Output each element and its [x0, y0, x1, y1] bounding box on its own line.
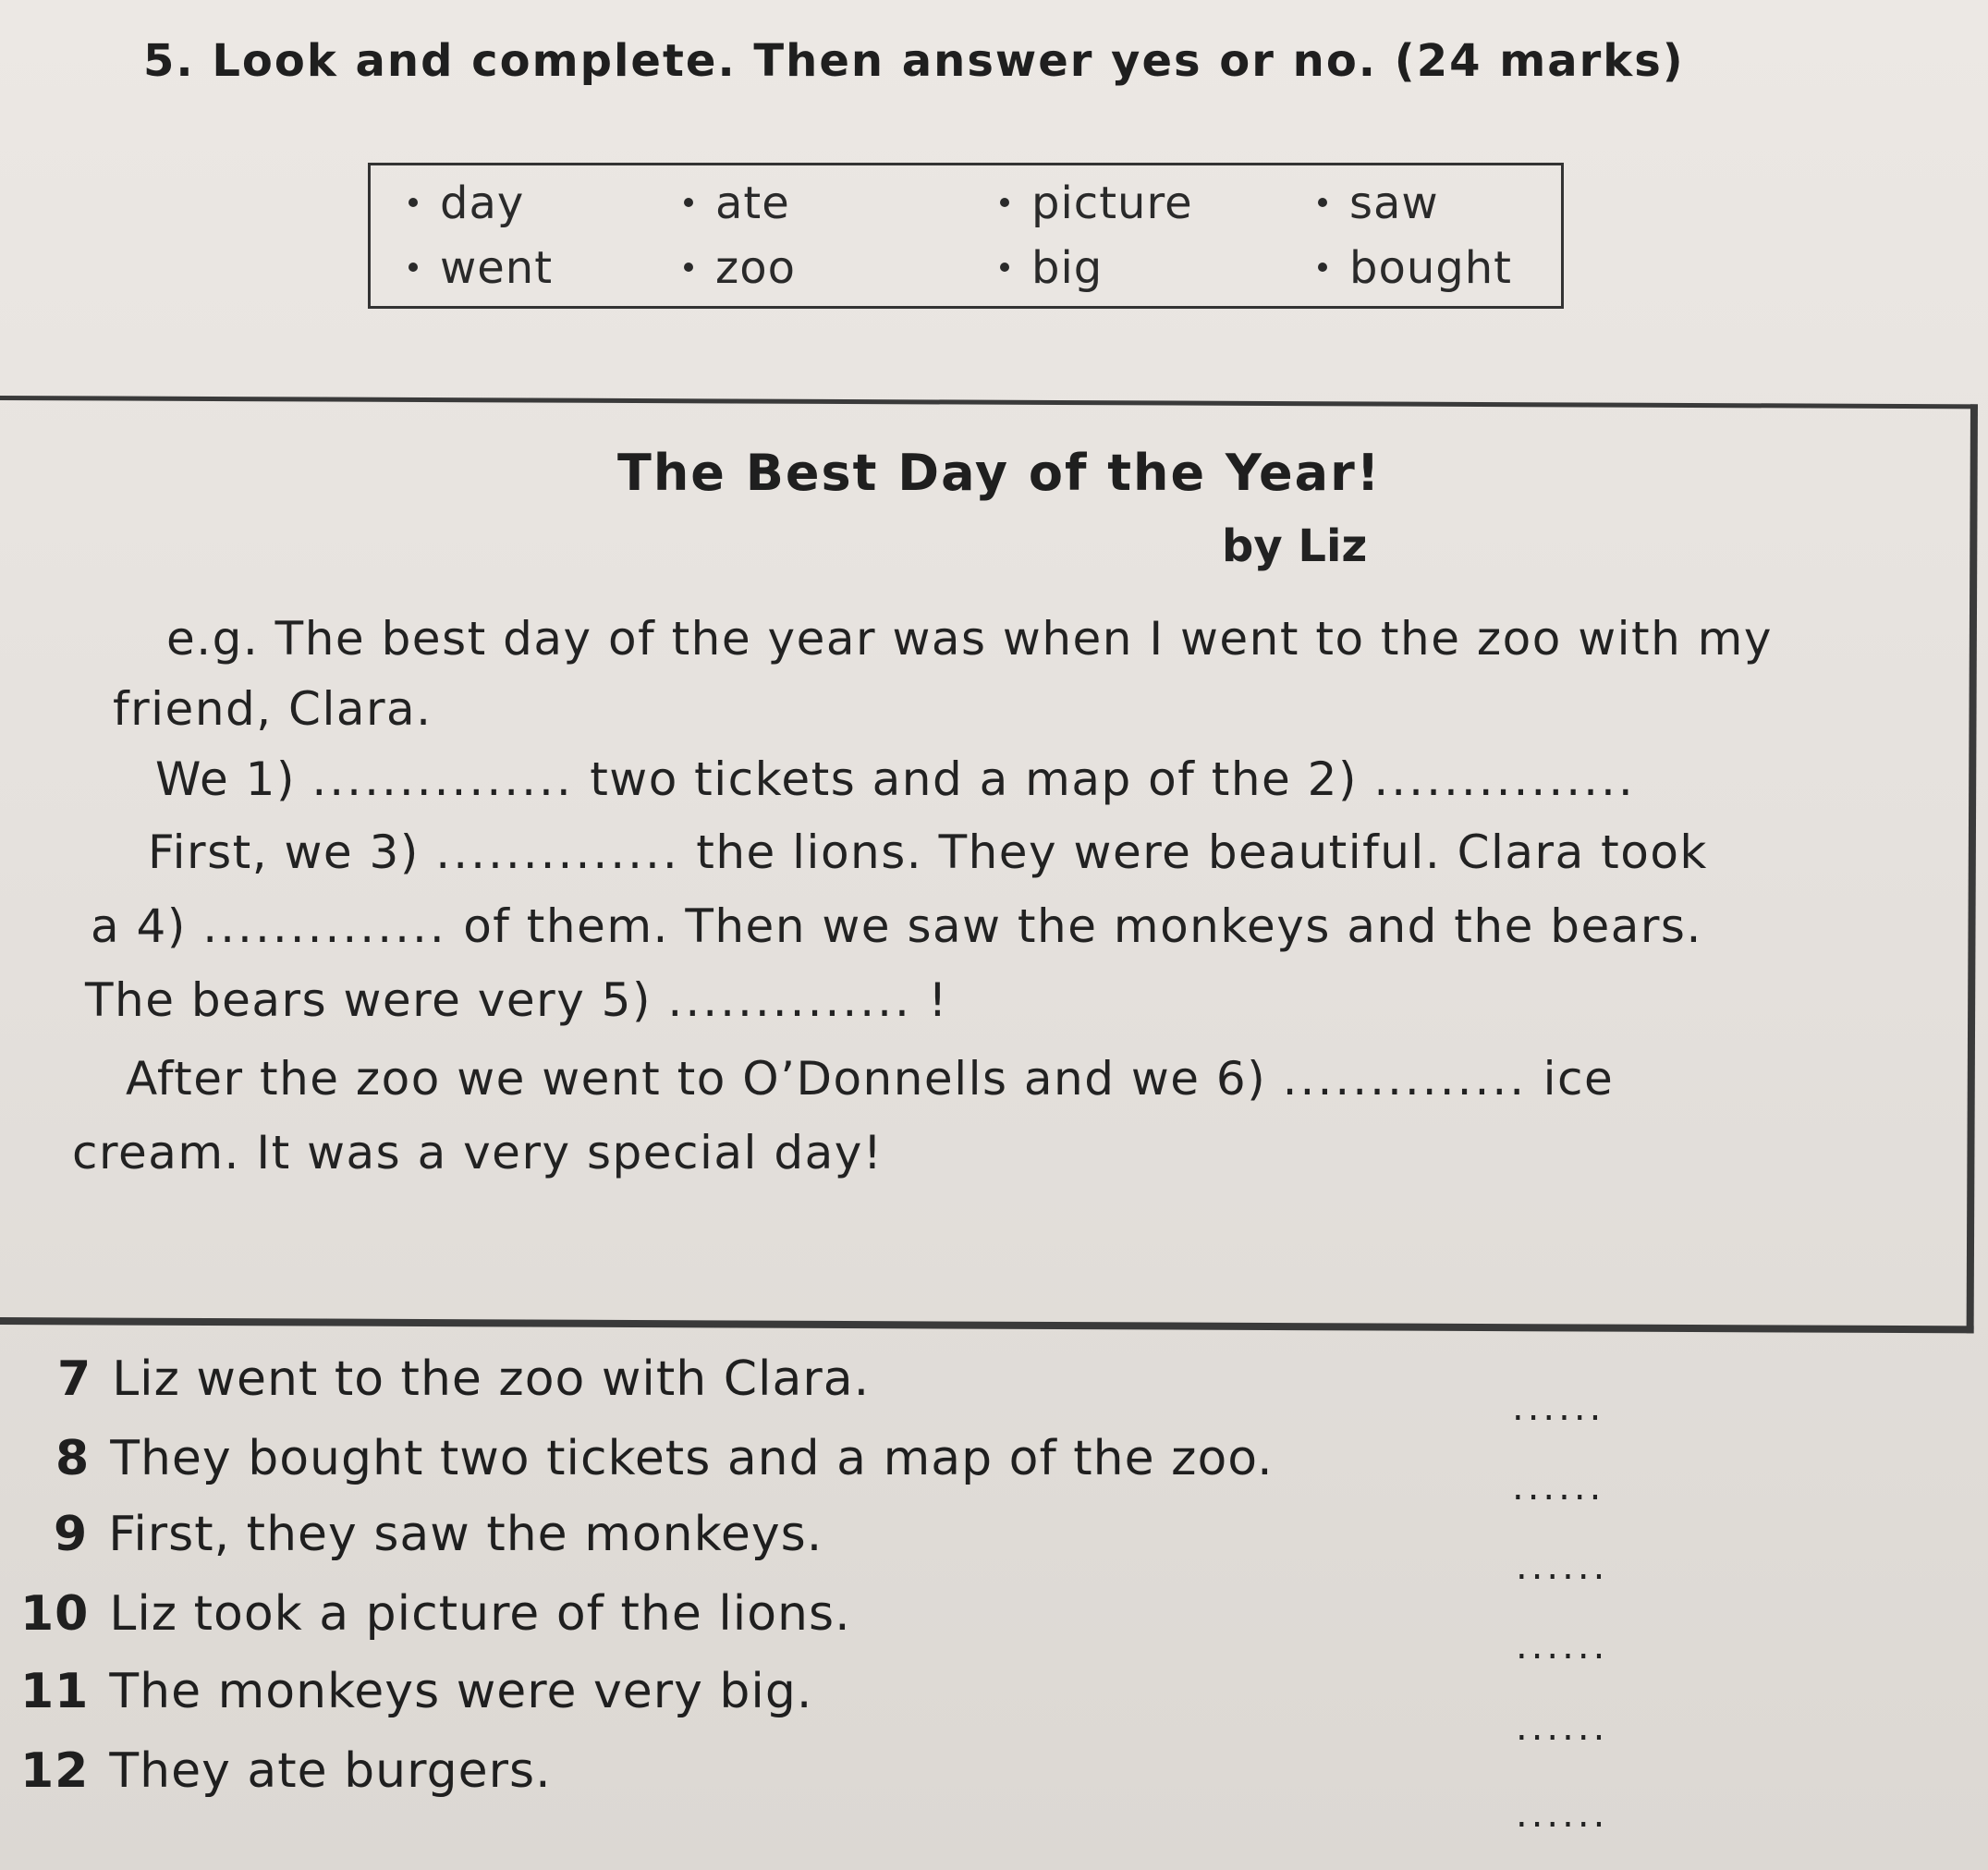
story-line: friend, Clara.: [113, 682, 433, 736]
bullet-icon: [409, 263, 418, 272]
answer-blank[interactable]: ......: [1516, 1793, 1609, 1836]
bullet-icon: [1000, 198, 1009, 207]
story-author: by Liz: [1222, 520, 1368, 572]
word-bank-item: saw: [1318, 177, 1439, 229]
bullet-icon: [1318, 198, 1327, 207]
story-line: After the zoo we went to O’Donnells and we 6) .............. ice: [126, 1052, 1615, 1106]
word-bank-item: day: [409, 177, 524, 229]
question-item: 8 They bought two tickets and a map of the zoo.: [55, 1431, 1274, 1486]
blank-1[interactable]: ...............: [311, 752, 574, 806]
story-line: The bears were very 5) .............. !: [85, 973, 948, 1027]
bullet-icon: [684, 263, 693, 272]
question-item: 11 The monkeys were very big.: [20, 1664, 813, 1719]
word-bank-item: went: [409, 242, 553, 294]
bullet-icon: [1318, 263, 1327, 272]
question-item: 7 Liz went to the zoo with Clara.: [57, 1351, 871, 1407]
story-title: The Best Day of the Year!: [617, 444, 1382, 502]
answer-blank[interactable]: ......: [1516, 1706, 1609, 1749]
question-item: 9 First, they saw the monkeys.: [54, 1507, 823, 1562]
bullet-icon: [409, 198, 418, 207]
story-line: We 1) ............... two tickets and a map of the 2) ...............: [155, 752, 1635, 806]
word-bank-item: ate: [684, 177, 790, 229]
story-line: a 4) .............. of them. Then we saw the monkeys and the bears.: [91, 899, 1702, 953]
word-bank-item: picture: [1000, 177, 1193, 229]
story-line: First, we 3) .............. the lions. They were beautiful. Clara took: [148, 825, 1708, 879]
question-item: 10 Liz took a picture of the lions.: [20, 1586, 851, 1642]
word-bank-item: big: [1000, 242, 1103, 294]
story-line: e.g. The best day of the year was when I went to the zoo with my: [166, 612, 1773, 666]
blank-5[interactable]: ..............: [667, 973, 912, 1027]
word-bank-item: bought: [1318, 242, 1512, 294]
answer-blank[interactable]: ......: [1512, 1466, 1605, 1509]
story-line: cream. It was a very special day!: [72, 1126, 884, 1179]
exercise-heading: 5. Look and complete. Then answer yes or no. (24 marks): [143, 35, 1685, 87]
blank-4[interactable]: ..............: [202, 899, 447, 953]
word-bank-item: zoo: [684, 242, 796, 294]
bullet-icon: [1000, 263, 1009, 272]
blank-6[interactable]: ..............: [1282, 1052, 1528, 1106]
bullet-icon: [684, 198, 693, 207]
blank-3[interactable]: ..............: [435, 825, 680, 879]
blank-2[interactable]: ..............: [1373, 752, 1618, 806]
answer-blank[interactable]: ......: [1516, 1546, 1609, 1588]
question-item: 12 They ate burgers.: [20, 1743, 552, 1799]
answer-blank[interactable]: ......: [1516, 1625, 1609, 1668]
answer-blank[interactable]: ......: [1512, 1387, 1605, 1429]
